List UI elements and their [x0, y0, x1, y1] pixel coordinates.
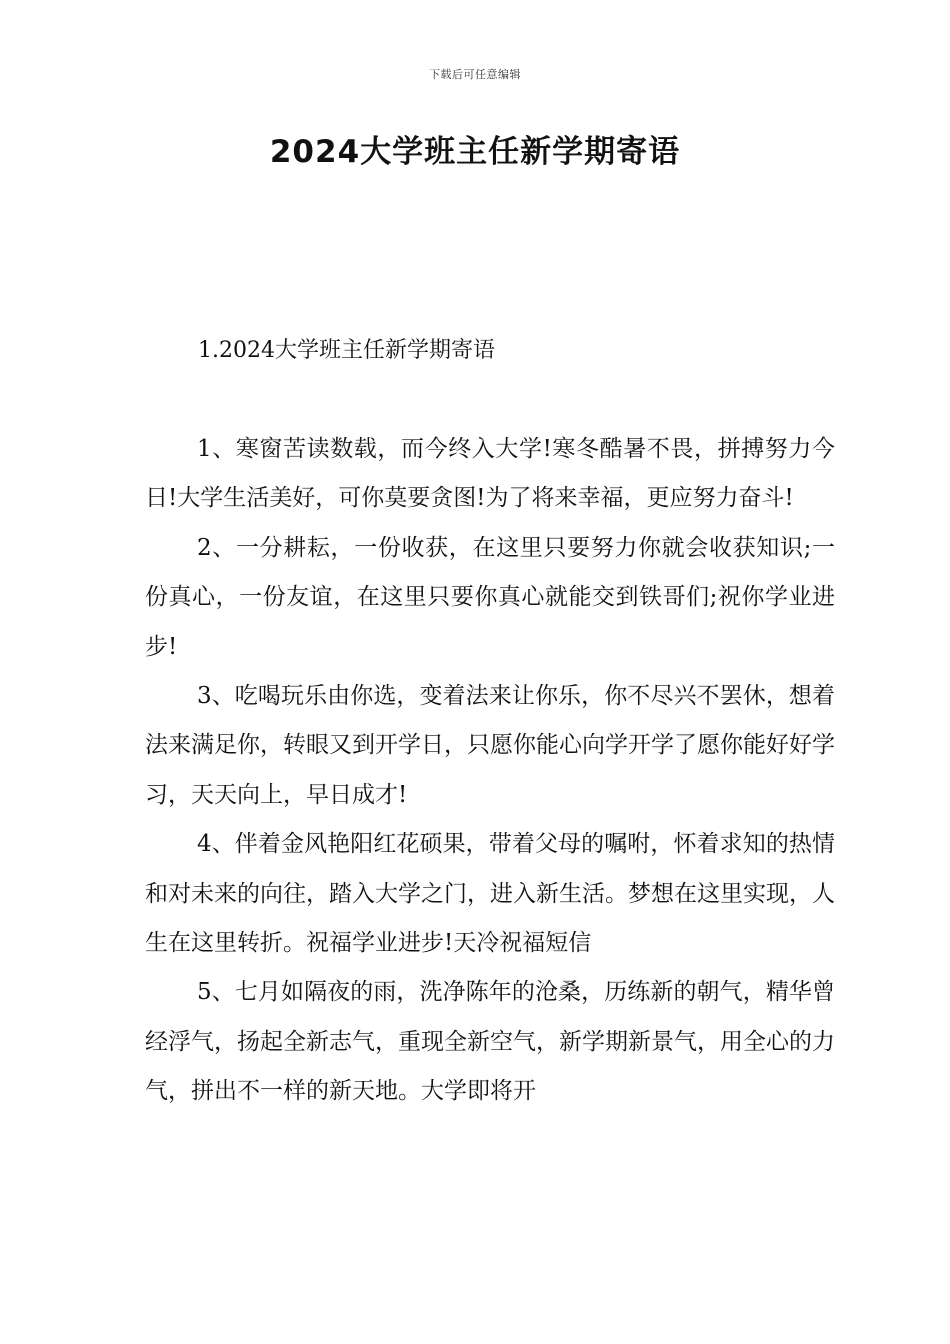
section-heading: 1.2024大学班主任新学期寄语	[198, 338, 495, 363]
paragraph-3: 3、吃喝玩乐由你选，变着法来让你乐，你不尽兴不罢休，想着法来满足你，转眼又到开学日，只愿你能心向学开学了愿你能好好学习，天天向上，早日成才!	[145, 683, 835, 808]
document-title: 2024大学班主任新学期寄语	[269, 134, 681, 170]
paragraph-1: 1、寒窗苦读数载，而今终入大学!寒冬酷暑不畏，拼搏努力今日!大学生活美好，可你莫要贪图!为了将来幸福，更应努力奋斗!	[145, 436, 835, 512]
header-note: 下载后可任意编辑	[429, 68, 521, 81]
paragraph-5: 5、七月如隔夜的雨，洗净陈年的沧桑，历练新的朝气，精华曾经浮气，扬起全新志气，重现全新空气，新学期新景气，用全心的力气，拼出不一样的新天地。大学即将开	[145, 979, 835, 1105]
paragraph-4: 4、伴着金风艳阳红花硕果，带着父母的嘱咐，怀着求知的热情和对未来的向往，踏入大学之门，进入新生活。梦想在这里实现，人生在这里转折。祝福学业进步!天冷祝福短信	[145, 831, 835, 957]
body-text	[145, 425, 835, 1117]
paragraph-2: 2、一分耕耘，一份收获，在这里只要努力你就会收获知识;一份真心，一份友谊，在这里只要你真心就能交到铁哥们;祝你学业进步!	[145, 534, 835, 660]
